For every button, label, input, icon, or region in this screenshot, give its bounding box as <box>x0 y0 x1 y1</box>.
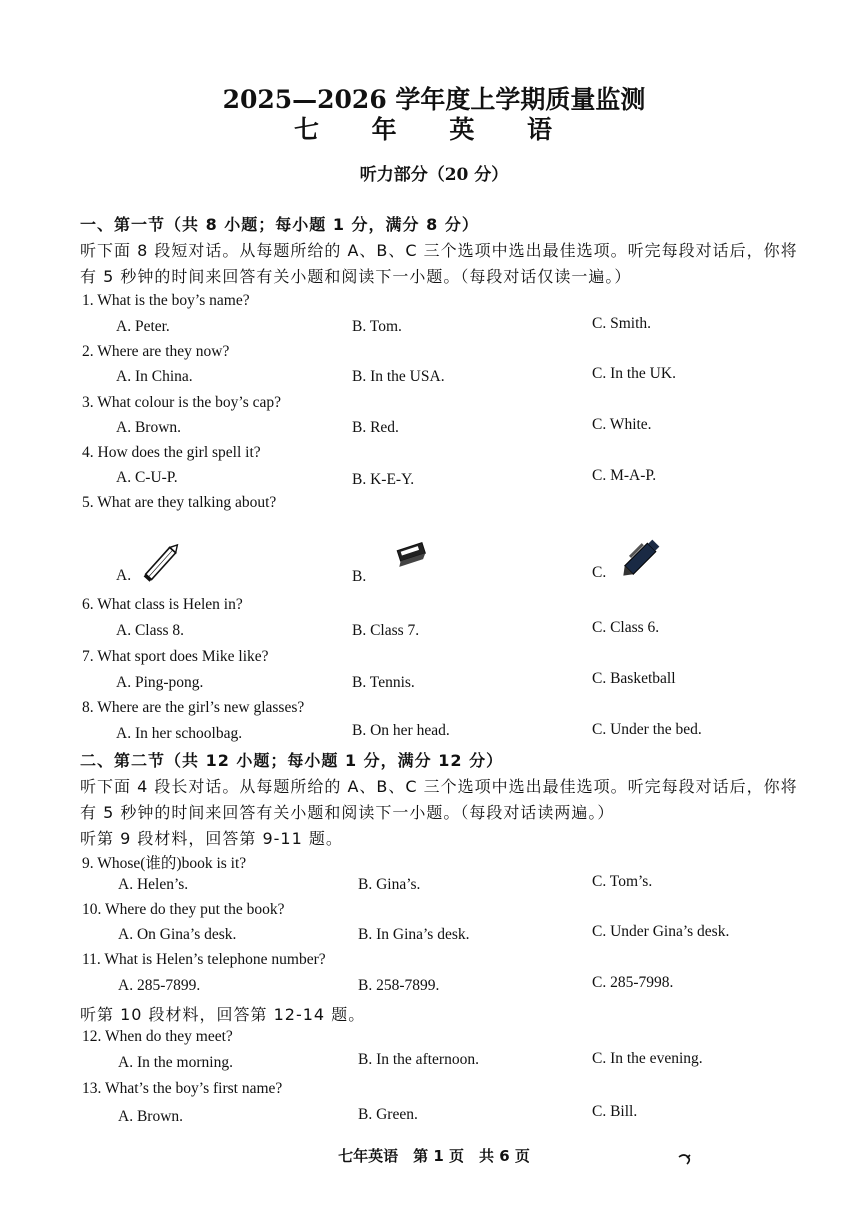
q10-option-a: A. On Gina’s desk. <box>118 926 237 943</box>
material-9-note: 听第 9 段材料，回答第 9-11 题。 <box>80 829 343 848</box>
q7-option-b: B. Tennis. <box>352 674 415 691</box>
q11-option-b: B. 258-7899. <box>358 977 440 994</box>
q6-option-a: A. Class 8. <box>116 622 185 639</box>
question-6: 6. What class is Helen in? <box>82 596 243 613</box>
eraser-icon <box>393 538 433 570</box>
q4-option-a: A. C-U-P. <box>116 469 178 486</box>
q1-option-a: A. Peter. <box>116 318 170 335</box>
pencil-icon <box>138 538 186 586</box>
q12-option-c: C. In the evening. <box>592 1050 703 1067</box>
q10-option-c: C. Under Gina’s desk. <box>592 923 730 940</box>
q2-option-b: B. In the USA. <box>352 368 445 385</box>
q13-option-a: A. Brown. <box>118 1108 184 1125</box>
question-5: 5. What are they talking about? <box>82 494 277 511</box>
q11-option-a: A. 285-7899. <box>118 977 201 994</box>
q5-option-c: C. <box>592 564 607 581</box>
q10-option-b: B. In Gina’s desk. <box>358 926 470 943</box>
q12-option-b: B. In the afternoon. <box>358 1051 479 1068</box>
section-title: 听力部分（20 分） <box>359 165 509 185</box>
q4-option-c: C. M-A-P. <box>592 467 657 484</box>
q3-option-b: B. Red. <box>352 419 399 436</box>
q9-option-a: A. Helen’s. <box>118 876 189 893</box>
question-12: 12. When do they meet? <box>82 1028 233 1045</box>
q7-option-c: C. Basketball <box>592 670 676 687</box>
q7-option-a: A. Ping-pong. <box>116 674 204 691</box>
part2-instruction-line2: 有 5 秒钟的时间来回答有关小题和阅读下一小题。（每段对话读两遍。） <box>80 803 615 822</box>
pen-icon <box>616 534 666 582</box>
part2-instruction-line1: 听下面 4 段长对话。从每题所给的 A、B、C 三个选项中选出最佳选项。听完每段对话后，你将 <box>80 777 798 796</box>
part1-instruction-line1: 听下面 8 段短对话。从每题所给的 A、B、C 三个选项中选出最佳选项。听完每段对话后，你将 <box>80 241 798 260</box>
q13-option-c: C. Bill. <box>592 1103 638 1120</box>
exam-title: 2025—2026 学年度上学期质量监测 <box>222 85 646 114</box>
q6-option-b: B. Class 7. <box>352 622 420 639</box>
q8-option-c: C. Under the bed. <box>592 721 702 738</box>
q13-option-b: B. Green. <box>358 1106 418 1123</box>
question-7: 7. What sport does Mike like? <box>82 648 269 665</box>
material-10-note: 听第 10 段材料，回答第 12-14 题。 <box>80 1005 366 1024</box>
part1-heading: 一、第一节（共 8 小题；每小题 1 分，满分 8 分） <box>80 215 479 234</box>
q9-option-b: B. Gina’s. <box>358 876 421 893</box>
q8-option-b: B. On her head. <box>352 722 450 739</box>
question-4: 4. How does the girl spell it? <box>82 444 261 461</box>
q9-option-c: C. Tom’s. <box>592 873 653 890</box>
q3-option-c: C. White. <box>592 416 652 433</box>
question-2: 2. Where are they now? <box>82 343 230 360</box>
q12-option-a: A. In the morning. <box>118 1054 233 1071</box>
scribble-mark <box>678 1152 694 1166</box>
q5-option-a: A. <box>116 567 132 584</box>
part2-heading: 二、第二节（共 12 小题；每小题 1 分，满分 12 分） <box>80 751 504 770</box>
q8-option-a: A. In her schoolbag. <box>116 725 243 742</box>
part1-instruction-line2: 有 5 秒钟的时间来回答有关小题和阅读下一小题。（每段对话仅读一遍。） <box>80 267 632 286</box>
question-10: 10. Where do they put the book? <box>82 901 285 918</box>
question-1: 1. What is the boy’s name? <box>82 292 250 309</box>
q3-option-a: A. Brown. <box>116 419 182 436</box>
question-9: 9. Whose(谁的)book is it? <box>82 855 247 872</box>
q4-option-b: B. K-E-Y. <box>352 471 415 488</box>
q2-option-c: C. In the UK. <box>592 365 676 382</box>
q1-option-b: B. Tom. <box>352 318 402 335</box>
q6-option-c: C. Class 6. <box>592 619 660 636</box>
question-3: 3. What colour is the boy’s cap? <box>82 394 282 411</box>
question-8: 8. Where are the girl’s new glasses? <box>82 699 305 716</box>
page-footer: 七年英语 第 1 页 共 6 页 <box>338 1147 530 1165</box>
question-13: 13. What’s the boy’s first name? <box>82 1080 283 1097</box>
question-11: 11. What is Helen’s telephone number? <box>82 951 326 968</box>
q2-option-a: A. In China. <box>116 368 193 385</box>
q5-option-b: B. <box>352 568 367 585</box>
q1-option-c: C. Smith. <box>592 315 652 332</box>
q11-option-c: C. 285-7998. <box>592 974 674 991</box>
subject-title: 七 年 英 语 <box>293 115 575 144</box>
